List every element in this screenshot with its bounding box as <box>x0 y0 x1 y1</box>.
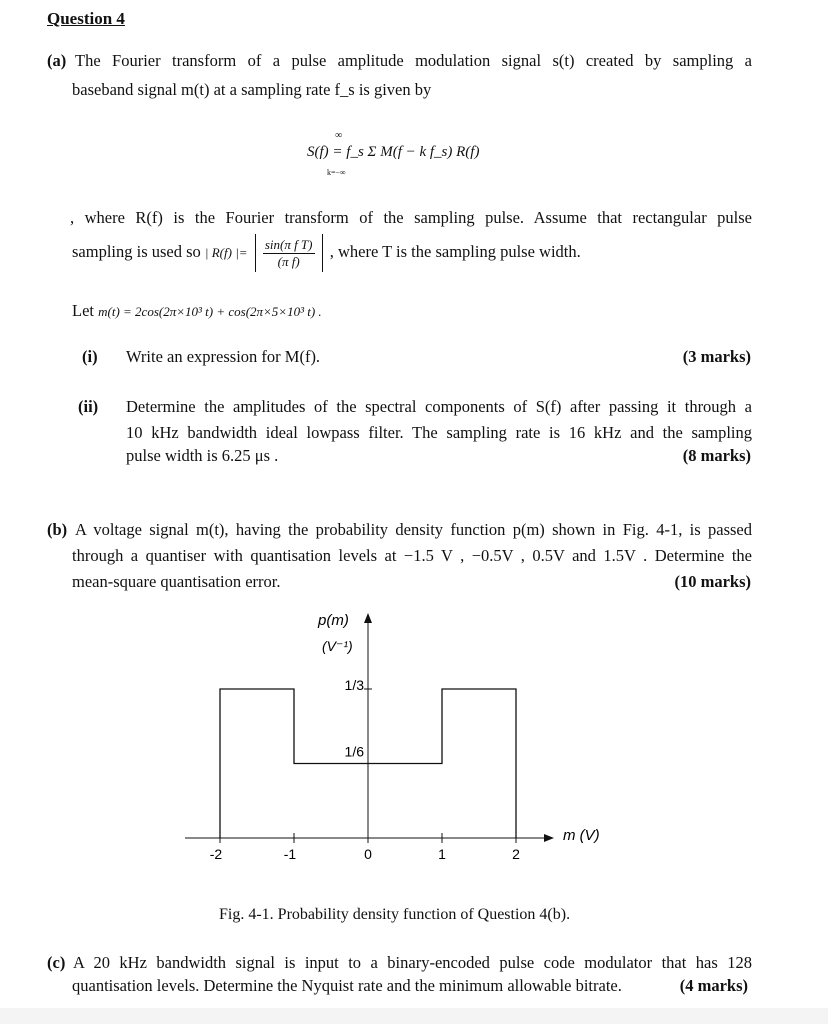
sub-i-label: (i) <box>82 347 98 366</box>
fraction-denominator: (π f) <box>277 253 300 269</box>
part-a-line1: The Fourier transform of a pulse amplitude modulation signal s(t) created by sampling a <box>75 51 752 70</box>
sum-lower-limit: k=−∞ <box>327 168 346 177</box>
question-title: Question 4 <box>47 9 125 28</box>
part-a-label: (a) <box>47 51 67 70</box>
let-line <box>72 301 322 321</box>
sampling-suffix: , where T is the sampling pulse width. <box>329 241 581 261</box>
x-tick-label: -1 <box>283 846 297 862</box>
message-equation: m(t) = 2cos(2π×10³ t) + cos(2π×5×10³ t) . <box>98 304 322 319</box>
part-b-line3: mean-square quantisation error. <box>72 572 281 591</box>
sampling-line <box>72 234 581 272</box>
sinc-fraction <box>263 237 315 270</box>
let-text: Let <box>72 301 94 320</box>
part-a-where-line: , where R(f) is the Fourier transform of the sampling pulse. Assume that rectangular pulse <box>70 208 752 227</box>
sub-i-marks: (3 marks) <box>682 347 751 366</box>
page-footer-band <box>0 1008 828 1024</box>
sub-ii-line3: pulse width is 6.25 μs . <box>126 446 279 465</box>
sampling-prefix: sampling is used so <box>72 241 201 261</box>
sub-ii-line1: Determine the amplitudes of the spectral components of S(f) after passing it through a <box>126 397 752 416</box>
x-tick-label: 0 <box>364 846 372 862</box>
x-tick-label: 1 <box>438 846 446 862</box>
fraction-numerator: sin(π f T) <box>264 236 313 252</box>
pdf-chart <box>0 600 828 870</box>
abs-r-lhs: | R(f) |= <box>204 244 248 260</box>
abs-bar-right <box>322 234 323 272</box>
y-axis-unit: (V⁻¹) <box>322 638 353 654</box>
sub-i-text: Write an expression for M(f). <box>126 347 321 366</box>
part-b-line1: A voltage signal m(t), having the probability density function p(m) shown in Fig. 4-1, is passed <box>75 520 752 539</box>
x-tick-label: 2 <box>512 846 520 862</box>
sub-ii-line2: 10 kHz bandwidth ideal lowpass filter. The sampling rate is 16 kHz and the sampling <box>126 423 752 442</box>
part-c-line2: quantisation levels. Determine the Nyquist rate and the minimum allowable bitrate. <box>72 976 622 995</box>
sum-upper-limit: ∞ <box>335 130 343 141</box>
y-tick-label: 1/6 <box>344 743 364 760</box>
figure-caption: Fig. 4-1. Probability density function of Question 4(b). <box>219 906 571 923</box>
part-b-line2: through a quantiser with quantisation levels at −1.5 V , −0.5V , 0.5V and 1.5V . Determine the <box>72 546 752 565</box>
x-tick-label: -2 <box>209 846 223 862</box>
y-axis-label: p(m) <box>318 612 349 629</box>
part-c-line1: A 20 kHz bandwidth signal is input to a binary-encoded pulse code modulator that has 128 <box>73 953 752 972</box>
x-tick-group <box>210 833 520 862</box>
pam-equation: S(f) = f_s Σ M(f − k f_s) R(f) <box>307 144 480 160</box>
sub-ii-marks: (8 marks) <box>682 446 751 465</box>
part-c-label: (c) <box>47 953 66 972</box>
part-b-marks: (10 marks) <box>674 572 751 591</box>
part-b-label: (b) <box>47 520 68 539</box>
x-axis-label: m (V) <box>563 827 600 844</box>
part-a-line2: baseband signal m(t) at a sampling rate f_s is given by <box>72 80 432 99</box>
abs-bar-left <box>255 234 256 272</box>
y-tick-label: 1/3 <box>344 677 364 693</box>
part-c-marks: (4 marks) <box>679 976 748 995</box>
sub-ii-label: (ii) <box>78 397 99 416</box>
